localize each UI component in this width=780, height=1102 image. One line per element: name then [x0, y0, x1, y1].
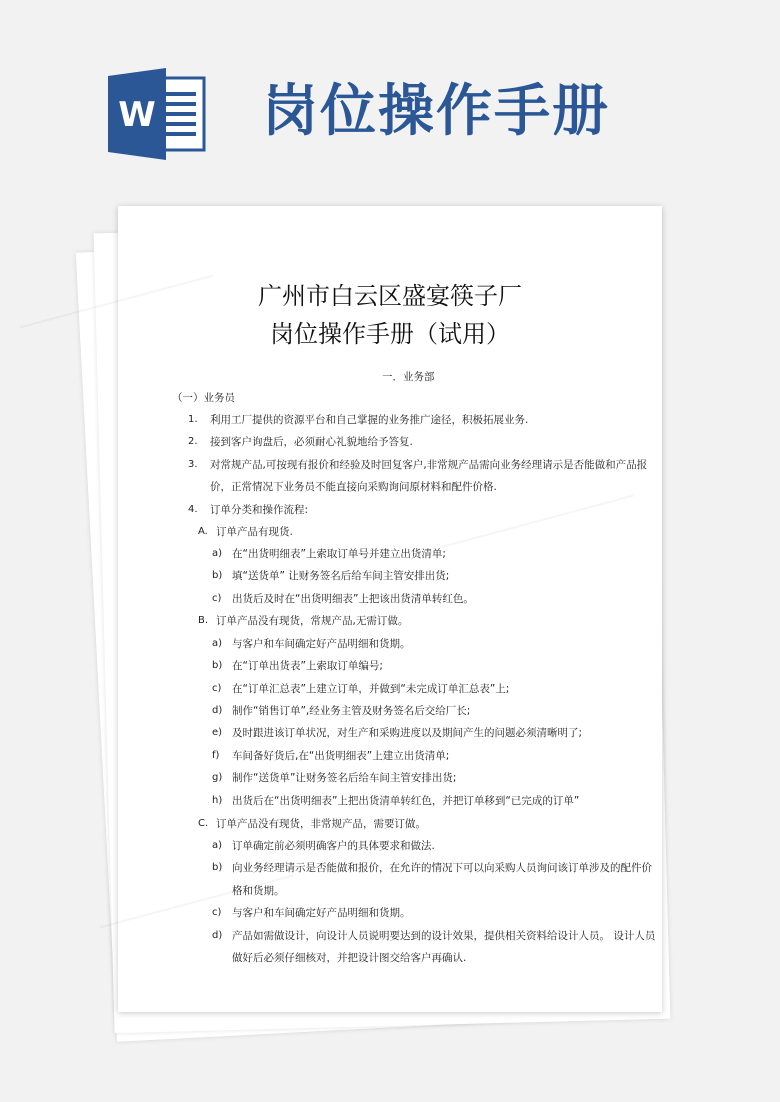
banner-title: 岗位操作手册: [262, 79, 610, 144]
step-text: 在“出货明细表”上索取订单号并建立出货清单;: [232, 548, 446, 560]
step-text-continued: 做好后必须仔细核对，并把设计图交给客户再确认.: [232, 952, 467, 964]
word-logo-icon: [108, 68, 206, 160]
step-text: 在“订单汇总表”上建立订单，并做到“未完成订单汇总表”上;: [232, 683, 510, 695]
item-label: 3.: [188, 459, 198, 470]
step-label: e): [212, 727, 223, 738]
item-label: 4.: [188, 504, 198, 515]
subitem-text: 订单产品没有现货，非常规产品，需要订做。: [216, 818, 426, 830]
subitem-text: 订单产品有现货.: [216, 526, 293, 538]
item-text: 利用工厂提供的资源平台和自己掌握的业务推广途径，积极拓展业务.: [210, 414, 529, 426]
step-label: d): [212, 930, 223, 941]
step-label: a): [212, 840, 223, 851]
step-text: 订单确定前必须明确客户的具体要求和做法.: [232, 840, 435, 852]
subitem-label: C.: [198, 818, 209, 829]
step-label: c): [212, 683, 222, 694]
step-label: c): [212, 593, 222, 604]
step-label: d): [212, 705, 223, 716]
step-text: 出货后及时在“出货明细表”上把该出货清单转红色。: [232, 593, 474, 605]
step-text: 与客户和车间确定好产品明细和货期。: [232, 907, 411, 919]
step-text: 制作“送货单”让财务签名后给车间主管安排出货;: [232, 772, 457, 784]
item-text: 对常规产品,可按现有报价和经验及时回复客户,非常规产品需向业务经理请示是否能做和产品报: [210, 459, 648, 471]
subsection-heading: （一）业务员: [172, 392, 235, 404]
step-text: 产品如需做设计，向设计人员说明要达到的设计效果，提供相关资料给设计人员。 设计人员: [232, 930, 656, 942]
item-text-continued: 价，正常情况下业务员不能直接向采购询问原材料和配件价格.: [210, 481, 497, 493]
step-text: 车间备好货后,在“出货明细表”上建立出货清单;: [232, 750, 450, 762]
step-text-continued: 格和货期。: [232, 885, 285, 897]
step-text: 向业务经理请示是否能做和报价，在允许的情况下可以向采购人员询问该订单涉及的配件价: [232, 862, 652, 874]
step-text: 在“订单出货表”上索取订单编号;: [232, 660, 383, 672]
step-label: a): [212, 548, 223, 559]
step-label: f): [212, 750, 220, 761]
item-text: 接到客户询盘后，必须耐心礼貌地给予答复.: [210, 436, 413, 448]
document-title-line1: 广州市白云区盛宴筷子厂: [258, 282, 522, 310]
subitem-label: A.: [198, 526, 208, 537]
step-text: 制作“销售订单”,经业务主管及财务签名后交给厂长;: [232, 705, 471, 717]
document-page: [118, 206, 662, 1012]
step-text: 与客户和车间确定好产品明细和货期。: [232, 638, 411, 650]
step-label: g): [212, 772, 223, 783]
subitem-label: B.: [198, 615, 209, 626]
item-text: 订单分类和操作流程:: [210, 504, 309, 516]
item-label: 2.: [188, 436, 198, 447]
step-label: b): [212, 862, 223, 873]
step-label: b): [212, 660, 223, 671]
step-text: 填“送货单” 让财务签名后给车间主管安排出货;: [232, 570, 450, 582]
item-label: 1.: [188, 414, 198, 425]
step-label: b): [212, 570, 223, 581]
section-heading: 一．业务部: [382, 371, 435, 383]
step-label: c): [212, 907, 222, 918]
subitem-text: 订单产品没有现货，常规产品,无需订做。: [216, 615, 409, 627]
document-title-line2: 岗位操作手册（试用）: [270, 320, 510, 348]
step-text: 出货后在“出货明细表”上把出货清单转红色，并把订单移到“已完成的订单”: [232, 795, 580, 807]
step-text: 及时跟进该订单状况，对生产和采购进度以及期间产生的问题必须清晰明了;: [232, 727, 583, 739]
word-logo-letter: W: [118, 95, 156, 135]
step-label: a): [212, 638, 223, 649]
step-label: h): [212, 795, 223, 806]
